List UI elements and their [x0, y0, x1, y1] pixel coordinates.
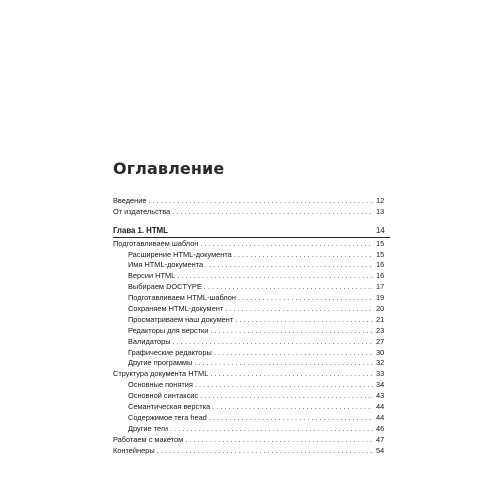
toc-page-number: 44: [376, 402, 385, 412]
dot-leader: [225, 304, 373, 315]
toc-entry-title: Контейнеры: [113, 445, 155, 455]
toc-entry-title: Основные понятия: [128, 380, 193, 390]
dot-leader: [210, 326, 373, 337]
dot-leader: [195, 380, 373, 391]
toc-entry-title: Другие теги: [128, 423, 168, 433]
toc-page-number: 32: [376, 358, 385, 368]
toc-entry[interactable]: [113, 239, 390, 250]
dot-leader: [200, 239, 373, 250]
toc-entry-title: Подготавливаем HTML-шаблон: [128, 293, 236, 303]
toc-page-number: 14: [376, 225, 385, 235]
toc-entry-title: Имя HTML-документа: [128, 260, 204, 270]
toc-entry-title: Редакторы для верстки: [128, 325, 209, 335]
toc-page-number: 15: [376, 249, 385, 259]
dot-leader: [148, 196, 373, 207]
toc-entry-title: Подготавливаем шаблон: [113, 238, 199, 248]
toc-entry[interactable]: [113, 326, 390, 337]
toc-entry-title: Структура документа HTML: [113, 369, 209, 379]
toc-entry-title: Сохраняем HTML-документ: [128, 304, 224, 314]
dot-leader: [238, 293, 373, 304]
toc-entry[interactable]: [113, 424, 390, 435]
toc-page-number: 16: [376, 271, 385, 281]
toc-entry[interactable]: [113, 413, 390, 424]
dot-leader: [194, 358, 373, 369]
toc-entry-title: Выбираем DOCTYPE: [128, 282, 202, 292]
toc-entry[interactable]: [113, 380, 390, 391]
toc-page-number: 33: [376, 369, 385, 379]
section-spacer: [113, 218, 390, 226]
toc-entry-title: Просматриваем наш документ: [128, 314, 234, 324]
toc-page-number: 16: [376, 260, 385, 270]
toc-page-number: 23: [376, 325, 385, 335]
chapter-title: Глава 1. HTML: [113, 225, 168, 235]
toc-entry[interactable]: [113, 282, 390, 293]
toc-entry[interactable]: [113, 250, 390, 261]
dot-leader: [212, 402, 373, 413]
chapter-rule: [113, 237, 390, 238]
toc-entry-title: Основной синтаксис: [128, 391, 199, 401]
toc-entry[interactable]: [113, 337, 390, 348]
dot-leader: [214, 348, 373, 359]
toc-page-number: 47: [376, 434, 385, 444]
toc-entry-title: От издательства: [113, 206, 171, 216]
toc-chapter-1[interactable]: [113, 226, 390, 237]
toc-entry-title: Валидаторы: [128, 336, 171, 346]
toc-entry-title: Работаем с макетом: [113, 434, 184, 444]
toc-page-number: 20: [376, 304, 385, 314]
toc-entry-title: Графические редакторы: [128, 347, 212, 357]
toc-page-number: 21: [376, 314, 385, 324]
dot-leader: [200, 391, 373, 402]
dot-leader: [177, 271, 373, 282]
dot-leader: [210, 369, 373, 380]
toc-page-number: 13: [376, 206, 385, 216]
toc-page-number: 44: [376, 412, 385, 422]
toc-page-number: 34: [376, 380, 385, 390]
dot-leader: [204, 282, 373, 293]
dot-leader: [209, 413, 373, 424]
toc-page-number: 17: [376, 282, 385, 292]
toc-entry[interactable]: [113, 358, 390, 369]
table-of-contents: [113, 196, 390, 456]
dot-leader: [205, 260, 373, 271]
toc-page-number: 15: [376, 238, 385, 248]
toc-entry[interactable]: [113, 304, 390, 315]
toc-page-number: 12: [376, 196, 385, 205]
toc-entry-title: Введение: [113, 196, 147, 205]
toc-heading: Оглавление: [113, 159, 225, 178]
toc-entry-title: Содержимое тега head: [128, 412, 207, 422]
dot-leader: [235, 315, 373, 326]
toc-page-number: 19: [376, 293, 385, 303]
toc-entry-title: Версии HTML: [128, 271, 176, 281]
toc-entry[interactable]: [113, 293, 390, 304]
dot-leader: [170, 424, 373, 435]
toc-page-number: 46: [376, 423, 385, 433]
toc-entry[interactable]: [113, 260, 390, 271]
chapter-1-entries: [113, 239, 390, 457]
toc-entry[interactable]: [113, 348, 390, 359]
dot-leader: [157, 446, 373, 457]
toc-page-number: 54: [376, 445, 385, 455]
toc-entry-introduction[interactable]: [113, 196, 390, 207]
toc-entry[interactable]: [113, 315, 390, 326]
toc-entry[interactable]: [113, 446, 390, 457]
toc-page-number: 43: [376, 391, 385, 401]
toc-page-number: 27: [376, 336, 385, 346]
toc-entry[interactable]: [113, 391, 390, 402]
toc-entry[interactable]: [113, 369, 390, 380]
toc-entry[interactable]: [113, 271, 390, 282]
dot-leader: [234, 250, 373, 261]
toc-page-number: 30: [376, 347, 385, 357]
toc-entry[interactable]: [113, 435, 390, 446]
dot-leader: [173, 337, 373, 348]
toc-entry-title: Расширение HTML-документа: [128, 249, 232, 259]
toc-entry-title: Семантическая верстка: [128, 402, 211, 412]
dot-leader: [172, 207, 373, 218]
dot-leader: [185, 435, 373, 446]
toc-entry-title: Другие программы: [128, 358, 193, 368]
toc-entry-publisher[interactable]: [113, 207, 390, 218]
toc-entry[interactable]: [113, 402, 390, 413]
